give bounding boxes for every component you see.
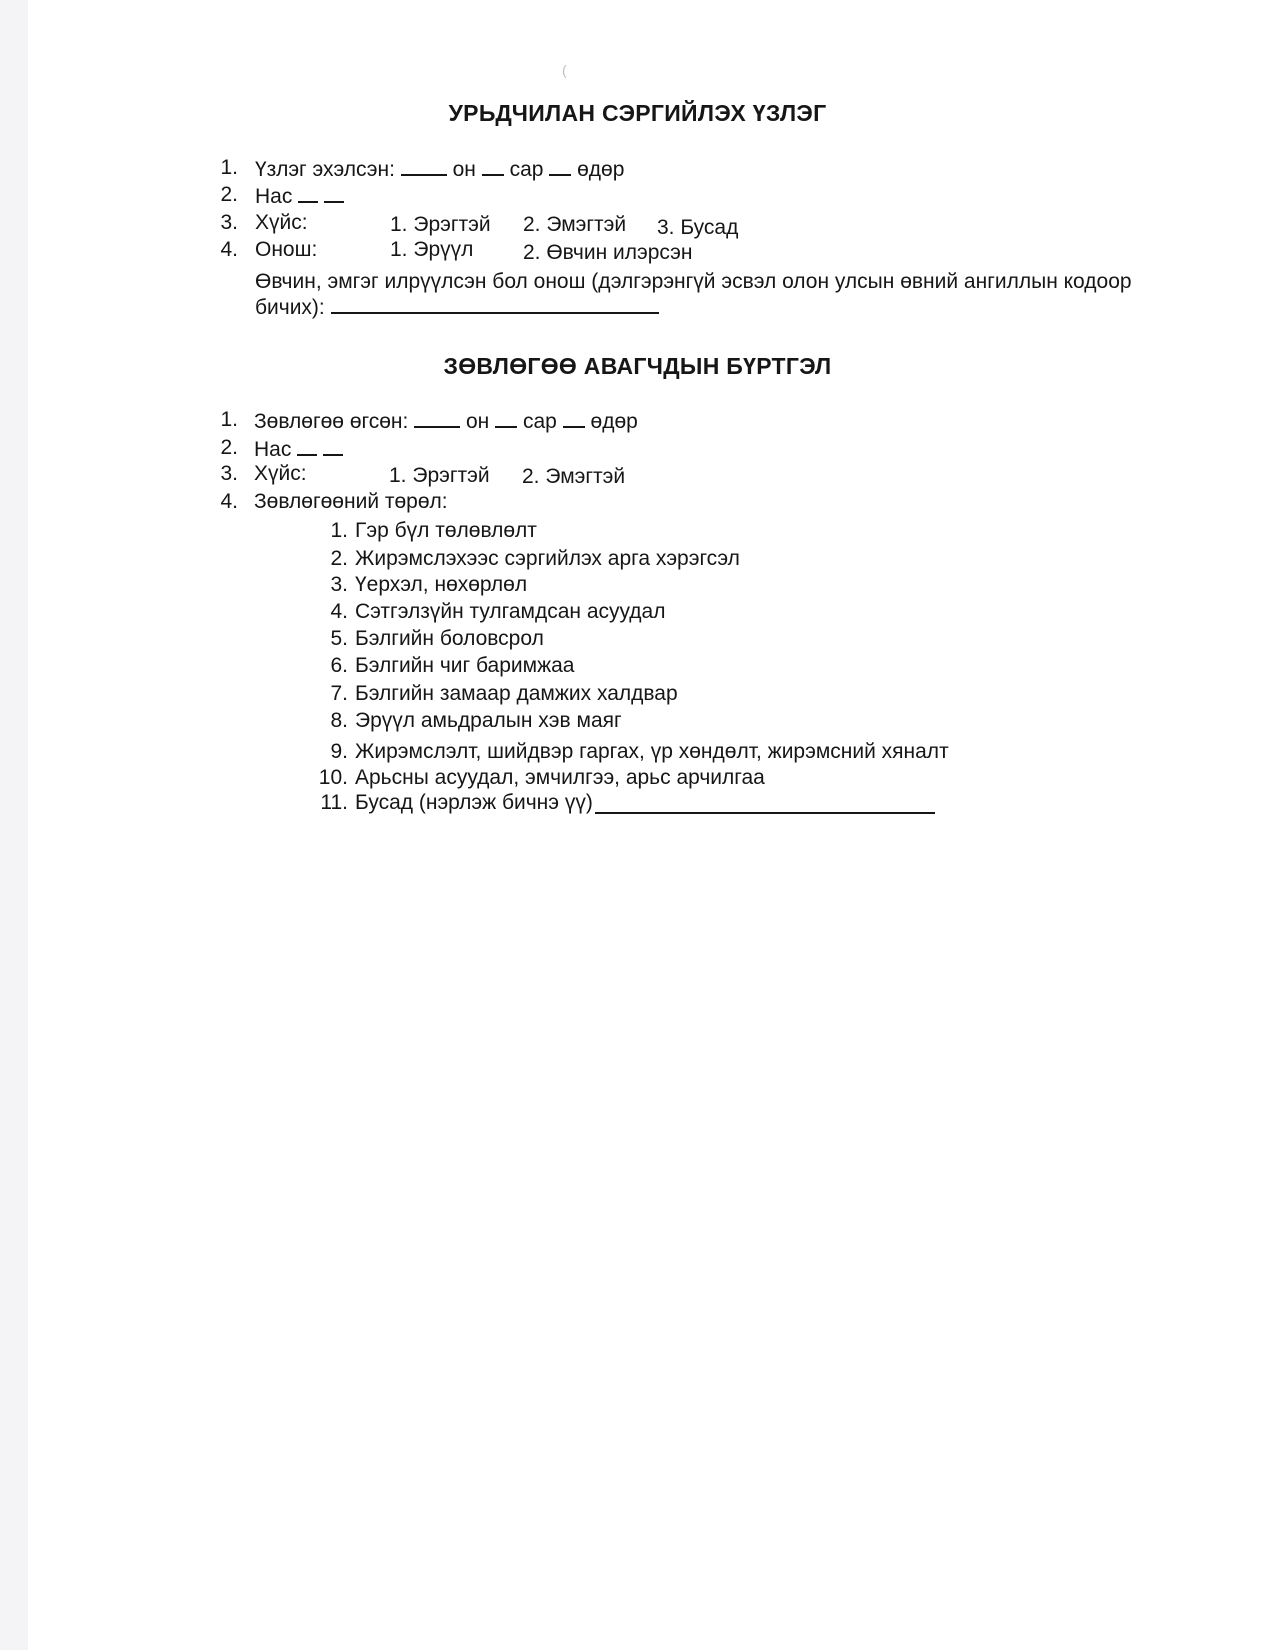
- s1-year-label: он: [452, 158, 476, 181]
- s1-day-label: өдөр: [577, 158, 625, 181]
- advice-type-label: Эрүүл амьдралын хэв маяг: [355, 709, 622, 732]
- s1-diagnosis-option-ill[interactable]: 2. Өвчин илэрсэн: [523, 241, 693, 264]
- s1-gender-label: Хүйс:: [255, 211, 308, 234]
- s2-month-label: сар: [522, 410, 557, 433]
- s2-age-blank-1[interactable]: [297, 436, 317, 456]
- s1-exam-date-label: Үзлэг эхэлсэн:: [255, 158, 395, 181]
- s1-age-label: Нас: [255, 185, 293, 208]
- advice-type-number: 1.: [330, 519, 348, 542]
- advice-type-number: 4.: [330, 600, 348, 623]
- s2-year-blank[interactable]: [414, 408, 460, 428]
- s1-item-4-number: 4.: [220, 238, 238, 261]
- advice-type-label: Бэлгийн боловсрол: [355, 627, 544, 650]
- s2-age-label: Нас: [254, 438, 292, 461]
- s1-diagnosis-code-blank[interactable]: [331, 294, 659, 314]
- s2-month-blank[interactable]: [495, 408, 517, 428]
- advice-type-number: 8.: [330, 709, 348, 732]
- advice-type-label: Бэлгийн чиг баримжаа: [355, 654, 575, 677]
- s2-year-label: он: [466, 410, 490, 433]
- s1-item-1-number: 1.: [220, 156, 238, 179]
- s1-year-blank[interactable]: [401, 156, 447, 176]
- s1-note-line-2: [255, 294, 659, 320]
- s2-item-1-number: 1.: [220, 408, 238, 431]
- s1-month-label: сар: [509, 158, 544, 181]
- advice-type-number: 10.: [318, 766, 348, 789]
- section2-title: ЗӨВЛӨГӨӨ АВАГЧДЫН БҮРТГЭЛ: [443, 353, 832, 379]
- s2-gender-label: Хүйс:: [254, 462, 307, 485]
- s2-item-2-number: 2.: [220, 436, 238, 459]
- scan-mark: (: [562, 62, 567, 78]
- s1-gender-option-other[interactable]: 3. Бусад: [657, 216, 739, 239]
- advice-type-label: Сэтгэлзүйн тулгамдсан асуудал: [355, 600, 666, 623]
- advice-type-label: Үерхэл, нөхөрлөл: [355, 573, 528, 596]
- s1-item-3-number: 3.: [220, 211, 238, 234]
- s2-advice-date-label: Зөвлөгөө өгсөн:: [254, 410, 409, 433]
- s1-diagnosis-label: Онош:: [255, 238, 318, 261]
- s2-age-blank-2[interactable]: [323, 436, 343, 456]
- s1-gender-option-male[interactable]: 1. Эрэгтэй: [390, 213, 491, 236]
- advice-type-number: 6.: [330, 654, 348, 677]
- s2-gender-option-female[interactable]: 2. Эмэгтэй: [522, 465, 626, 488]
- other-type-blank[interactable]: [595, 794, 935, 814]
- s2-item-2-text: [254, 436, 343, 462]
- s2-gender-option-male[interactable]: 1. Эрэгтэй: [389, 464, 490, 487]
- advice-type-label: Жирэмслэлт, шийдвэр гаргах, үр хөндөлт, жирэмсний хяналт: [355, 740, 949, 763]
- advice-type-number: 7.: [330, 682, 348, 705]
- s2-advice-type-label: Зөвлөгөөний төрөл:: [254, 490, 448, 513]
- section1-title: УРЬДЧИЛАН СЭРГИЙЛЭХ ҮЗЛЭГ: [448, 100, 827, 126]
- s1-age-blank-1[interactable]: [298, 183, 318, 203]
- advice-type-label: Арьсны асуудал, эмчилгээ, арьс арчилгаа: [355, 766, 765, 789]
- s1-note-line-2-text: бичих):: [255, 296, 325, 319]
- s1-age-blank-2[interactable]: [324, 183, 344, 203]
- advice-type-number: 9.: [330, 740, 348, 763]
- advice-type-label: Бусад (нэрлэж бичнэ үү): [355, 791, 593, 814]
- s1-gender-option-female[interactable]: 2. Эмэгтэй: [523, 213, 627, 236]
- s1-month-blank[interactable]: [482, 156, 504, 176]
- s2-item-4-number: 4.: [220, 490, 238, 513]
- advice-type-number: 11.: [320, 791, 348, 814]
- s1-day-blank[interactable]: [549, 156, 571, 176]
- s2-day-label: өдөр: [590, 410, 638, 433]
- s2-day-blank[interactable]: [563, 408, 585, 428]
- s1-diagnosis-option-healthy[interactable]: 1. Эрүүл: [390, 238, 474, 261]
- s1-item-2-number: 2.: [220, 183, 238, 206]
- s1-item-1-text: [255, 156, 624, 182]
- s1-item-2-text: [255, 183, 344, 209]
- advice-type-number: 5.: [330, 627, 348, 650]
- s1-note-line-1: Өвчин, эмгэг илрүүлсэн бол онош (дэлгэрэнгүй эсвэл олон улсын өвний ангиллын кодоор: [255, 270, 1132, 293]
- advice-type-number: 3.: [330, 573, 348, 596]
- s2-item-3-number: 3.: [220, 462, 238, 485]
- advice-type-label: Бэлгийн замаар дамжих халдвар: [355, 682, 678, 705]
- s2-item-1-text: [254, 408, 638, 434]
- advice-type-label: Гэр бүл төлөвлөлт: [355, 519, 537, 542]
- advice-type-number: 2.: [330, 547, 348, 570]
- advice-type-label: Жирэмслэхээс сэргийлэх арга хэрэгсэл: [355, 547, 740, 570]
